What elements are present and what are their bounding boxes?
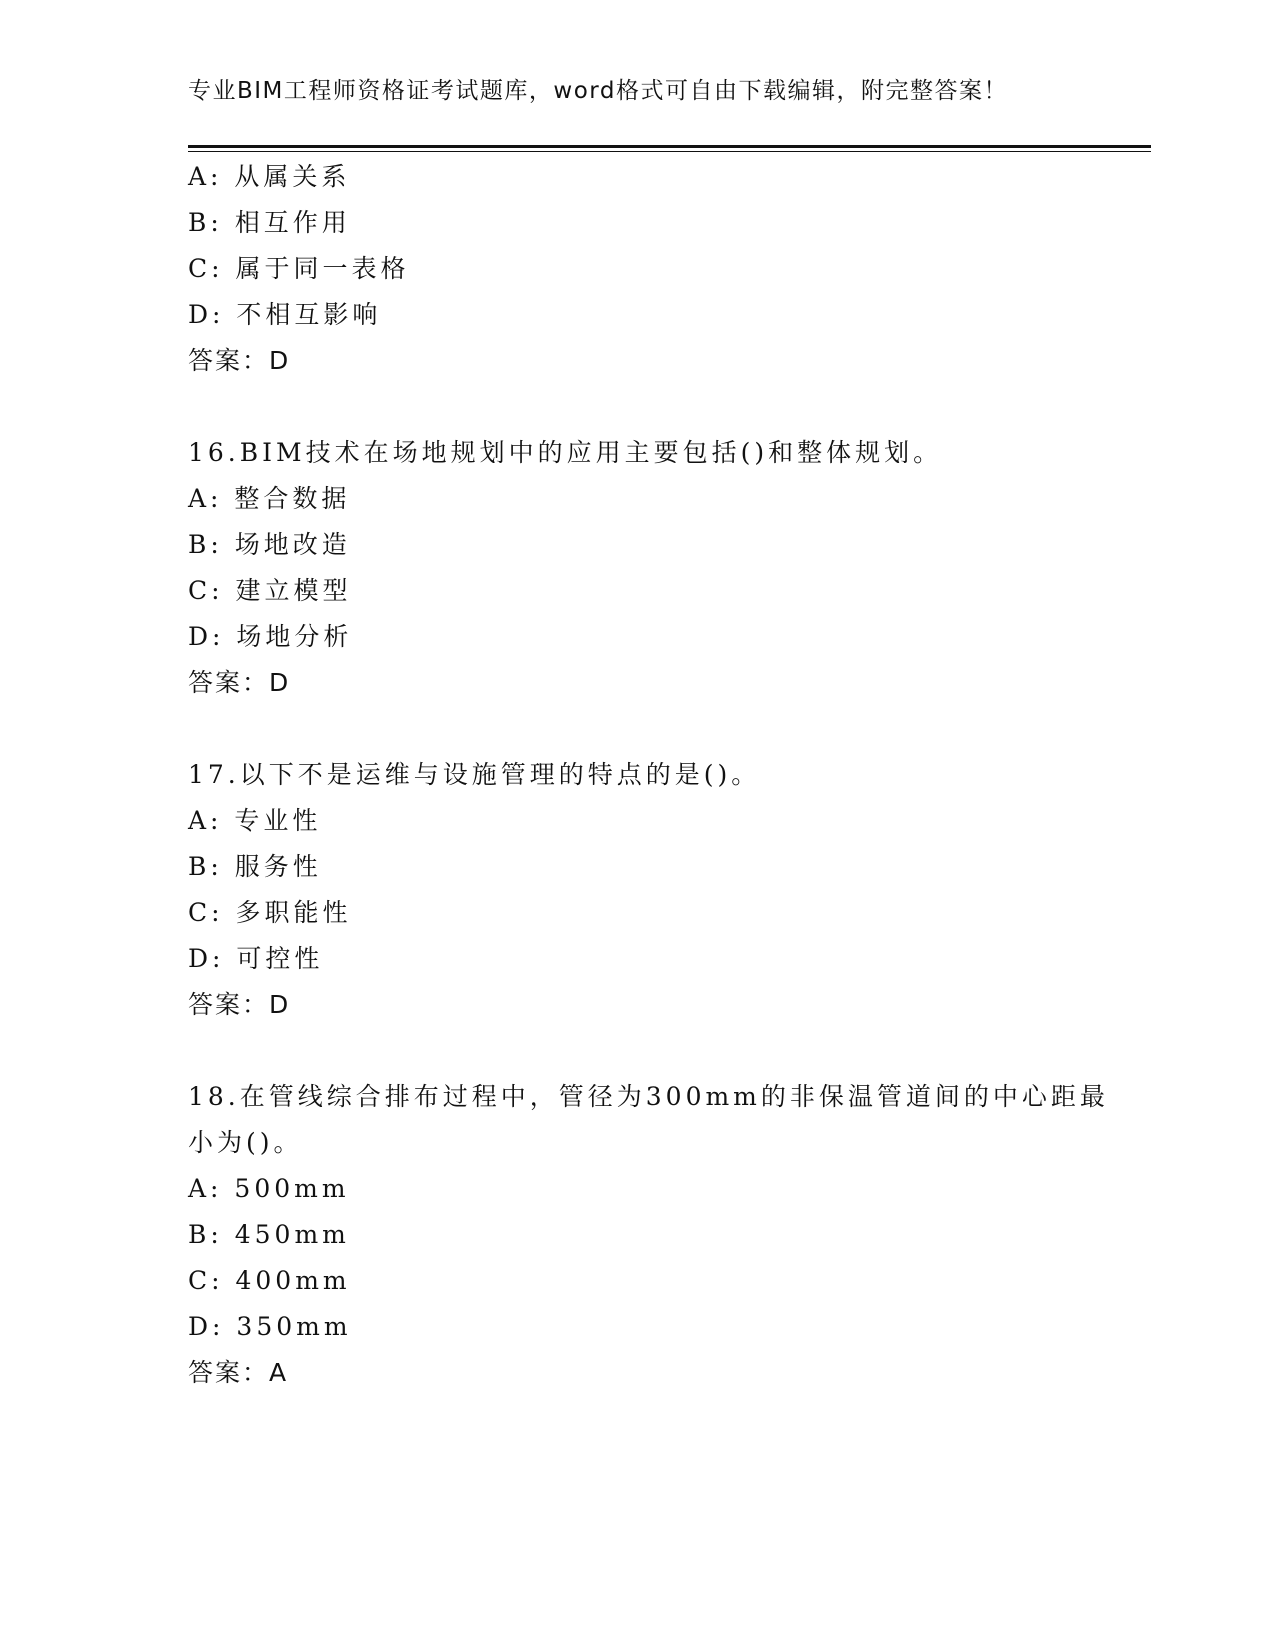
question-text-line-1: 18.在管线综合排布过程中，管径为300mm的非保温管道间的中心距最 (188, 1082, 1109, 1111)
option-b: B: 相互作用 (188, 208, 351, 237)
option-d: D: 可控性 (188, 944, 324, 973)
page-header: 专业BIM工程师资格证考试题库，word格式可自由下载编辑，附完整答案！ (188, 78, 1008, 104)
option-c: C: 建立模型 (188, 576, 352, 605)
header-rule-thin (188, 151, 1151, 152)
option-d: D: 350mm (188, 1312, 352, 1341)
block-spacer (188, 712, 1088, 758)
question-block-15 (188, 160, 1088, 378)
block-spacer (188, 1034, 1088, 1080)
option-a: A: 整合数据 (188, 484, 351, 513)
option-c: C: 属于同一表格 (188, 254, 410, 283)
answer-line: 答案：A (188, 1358, 289, 1387)
question-text: 16.BIM技术在场地规划中的应用主要包括()和整体规划。 (188, 438, 943, 467)
option-c: C: 多职能性 (188, 898, 352, 927)
question-text-line-2: 小为()。 (188, 1128, 303, 1157)
answer-line: 答案：D (188, 990, 291, 1019)
option-b: B: 450mm (188, 1220, 350, 1249)
option-a: A: 500mm (188, 1174, 350, 1203)
option-d: D: 不相互影响 (188, 300, 382, 329)
option-b: B: 服务性 (188, 852, 322, 881)
question-block-16 (188, 436, 1088, 700)
header-rule-thick (188, 145, 1151, 148)
block-spacer (188, 390, 1088, 436)
option-c: C: 400mm (188, 1266, 351, 1295)
answer-line: 答案：D (188, 668, 291, 697)
option-a: A: 从属关系 (188, 162, 351, 191)
option-d: D: 场地分析 (188, 622, 353, 651)
answer-line: 答案：D (188, 346, 291, 375)
document-body (188, 160, 1109, 1402)
question-block-17 (188, 758, 1088, 1022)
question-block-18 (188, 1080, 1109, 1390)
option-b: B: 场地改造 (188, 530, 351, 559)
question-text: 17.以下不是运维与设施管理的特点的是()。 (188, 760, 761, 789)
option-a: A: 专业性 (188, 806, 322, 835)
